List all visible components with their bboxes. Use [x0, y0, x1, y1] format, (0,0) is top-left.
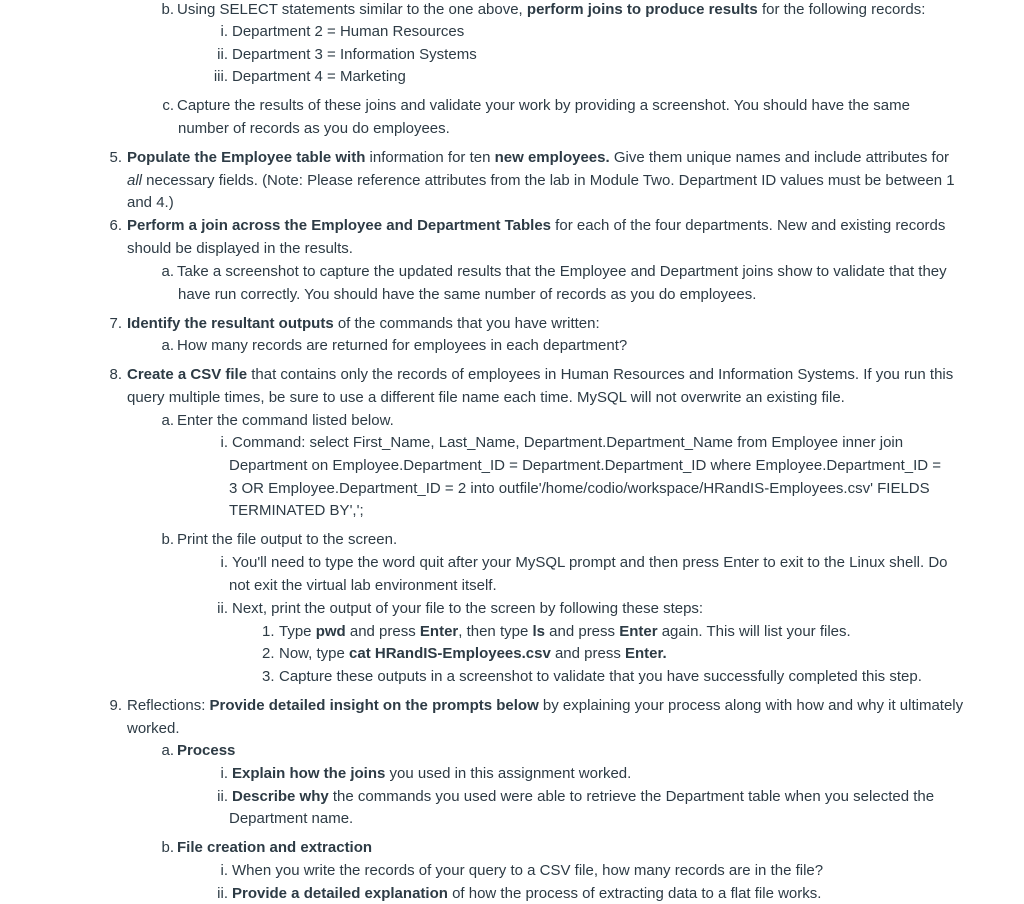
list-marker: 8.: [109, 366, 122, 383]
bold-text: cat HRandIS-Employees.csv: [349, 645, 551, 662]
item-9a: [160, 741, 235, 761]
list-marker: c.: [162, 97, 174, 114]
text: When you write the records of your query to a CSV file, how many records are in the file?: [232, 862, 824, 879]
item-6a: [160, 262, 947, 282]
list-marker: ii.: [217, 885, 228, 902]
item-5-cont: [127, 193, 174, 213]
item-6: [104, 216, 945, 236]
item-9-cont: [127, 719, 180, 739]
text: that contains only the records of employees in Human Resources and Information Systems. If you run this: [247, 366, 954, 383]
item-8: [104, 365, 953, 385]
bold-text: pwd: [315, 623, 346, 640]
item-8b-i-cont: [229, 576, 497, 596]
item-5-cont: [127, 171, 955, 191]
item-9a-ii: [212, 787, 934, 807]
item-7a: [160, 336, 627, 356]
text: worked.: [127, 720, 180, 737]
bold-text: ls: [532, 623, 545, 640]
bold-text: Create a CSV file: [127, 366, 248, 383]
list-marker: a.: [161, 263, 174, 280]
list-marker: 2.: [262, 645, 275, 662]
item-8b-ii-1: [262, 622, 851, 642]
list-marker: ii.: [217, 788, 228, 805]
list-marker: ii.: [217, 46, 228, 63]
item-5: [104, 148, 949, 168]
text: Print the file output to the screen.: [177, 531, 398, 548]
bold-text: Identify the resultant outputs: [127, 315, 334, 332]
text: information for ten: [365, 149, 495, 166]
list-marker: i.: [220, 434, 228, 451]
bold-text: new employees.: [494, 149, 610, 166]
list-marker: i.: [220, 23, 228, 40]
bold-text: Provide detailed insight on the prompts below: [209, 697, 539, 714]
text: Reflections:: [127, 697, 210, 714]
text: Using SELECT statements similar to the one above,: [177, 1, 527, 18]
text: for each of the four departments. New and existing records: [551, 217, 946, 234]
text: Enter the command listed below.: [177, 412, 394, 429]
text: for the following records:: [757, 1, 926, 18]
item-8a: [160, 411, 394, 431]
list-marker: b.: [161, 1, 174, 18]
item-4b-i: [212, 22, 464, 42]
item-8a-i-cont: [229, 501, 364, 521]
item-9b: [160, 838, 372, 858]
command-text: 3 OR Employee.Department_ID = 2 into outfile'/home/codio/workspace/HRandIS-Employees.csv' FIELDS: [229, 480, 930, 497]
text: have run correctly. You should have the same number of records as you do employees.: [178, 286, 757, 303]
text: Take a screenshot to capture the updated results that the Employee and Department joins show to validate that they: [177, 263, 947, 280]
item-8b-ii-3: [262, 667, 922, 687]
bold-text: Perform a join across the Employee and Department Tables: [127, 217, 552, 234]
bold-text: Process: [177, 742, 236, 759]
list-marker: iii.: [213, 68, 228, 85]
list-marker: a.: [161, 337, 174, 354]
bold-text: Enter.: [625, 645, 667, 662]
list-marker: ii.: [217, 600, 228, 617]
text: again. This will list your files.: [657, 623, 851, 640]
bold-text: Describe why: [232, 788, 329, 805]
item-6a-cont: [178, 285, 756, 305]
item-8b: [160, 530, 397, 550]
item-9b-ii: [212, 884, 821, 904]
item-8b-i: [212, 553, 948, 573]
item-8b-ii: [212, 599, 703, 619]
bold-text: Provide a detailed explanation: [232, 885, 448, 902]
list-marker: a.: [161, 412, 174, 429]
text: not exit the virtual lab environment itself.: [229, 577, 497, 594]
list-marker: 6.: [109, 217, 122, 234]
item-9: [104, 696, 963, 716]
list-marker: i.: [220, 765, 228, 782]
list-marker: 3.: [262, 668, 275, 685]
bold-text: File creation and extraction: [177, 839, 373, 856]
text: by explaining your process along with how and why it ultimately: [538, 697, 964, 714]
item-4b-ii: [212, 45, 477, 65]
list-marker: a.: [161, 742, 174, 759]
text: Capture these outputs in a screenshot to validate that you have successfully completed this step.: [279, 668, 922, 685]
bold-text: Populate the Employee table with: [127, 149, 366, 166]
text: you used in this assignment worked.: [385, 765, 632, 782]
command-text: TERMINATED BY',';: [229, 502, 364, 519]
item-8a-i-cont: [229, 456, 941, 476]
text: and press: [345, 623, 420, 640]
item-9a-ii-cont: [229, 809, 353, 829]
text: Give them unique names and include attributes for: [609, 149, 950, 166]
text: Next, print the output of your file to the screen by following these steps:: [232, 600, 704, 617]
text: How many records are returned for employees in each department?: [177, 337, 628, 354]
text: query multiple times, be sure to use a different file name each time. MySQL will not overwrite an existing file.: [127, 389, 845, 406]
item-4b-iii: [212, 67, 406, 87]
text: You'll need to type the word quit after your MySQL prompt and then press Enter to exit to the Linux shell. Do: [232, 554, 948, 571]
command-text: Department on Employee.Department_ID = Department.Department_ID where Employee.Department_ID =: [229, 457, 942, 474]
text: Department 4 = Marketing: [232, 68, 406, 85]
list-marker: b.: [161, 839, 174, 856]
item-4b: [160, 0, 925, 20]
command-text: Command: select First_Name, Last_Name, Department.Department_Name from Employee inner join: [232, 434, 904, 451]
text: Type: [279, 623, 316, 640]
text: should be displayed in the results.: [127, 240, 353, 257]
list-marker: i.: [220, 862, 228, 879]
text: and press: [544, 623, 620, 640]
text: Department 3 = Information Systems: [232, 46, 477, 63]
list-marker: 9.: [109, 697, 122, 714]
text: the commands you used were able to retrieve the Department table when you selected the: [328, 788, 935, 805]
item-8-cont: [127, 388, 845, 408]
item-7: [104, 314, 600, 334]
item-8a-i: [212, 433, 903, 453]
text: of how the process of extracting data to a flat file works.: [447, 885, 822, 902]
text: Capture the results of these joins and validate your work by providing a screenshot. You should have the same: [177, 97, 910, 114]
text: Now, type: [279, 645, 350, 662]
item-9b-i: [212, 861, 823, 881]
text: and press: [550, 645, 626, 662]
list-marker: 1.: [262, 623, 275, 640]
text: Department name.: [229, 810, 354, 827]
item-8b-ii-2: [262, 644, 667, 664]
bold-text: Explain how the joins: [232, 765, 386, 782]
text: Department 2 = Human Resources: [232, 23, 465, 40]
text: necessary fields. (Note: Please reference attributes from the lab in Module Two. Department ID values must be between 1: [142, 172, 955, 189]
bold-text: perform joins to produce results: [526, 1, 758, 18]
text: , then type: [458, 623, 533, 640]
item-4c-cont: [178, 119, 450, 139]
italic-text: all: [127, 172, 143, 189]
item-6-cont: [127, 239, 353, 259]
bold-text: Enter: [619, 623, 658, 640]
item-4c: [160, 96, 910, 116]
bold-text: Enter: [419, 623, 459, 640]
list-marker: i.: [220, 554, 228, 571]
text: and 4.): [127, 194, 174, 211]
list-marker: 5.: [109, 149, 122, 166]
list-marker: b.: [161, 531, 174, 548]
text: number of records as you do employees.: [178, 120, 450, 137]
text: of the commands that you have written:: [333, 315, 600, 332]
item-8a-i-cont: [229, 479, 930, 499]
list-marker: 7.: [109, 315, 122, 332]
item-9a-i: [212, 764, 631, 784]
